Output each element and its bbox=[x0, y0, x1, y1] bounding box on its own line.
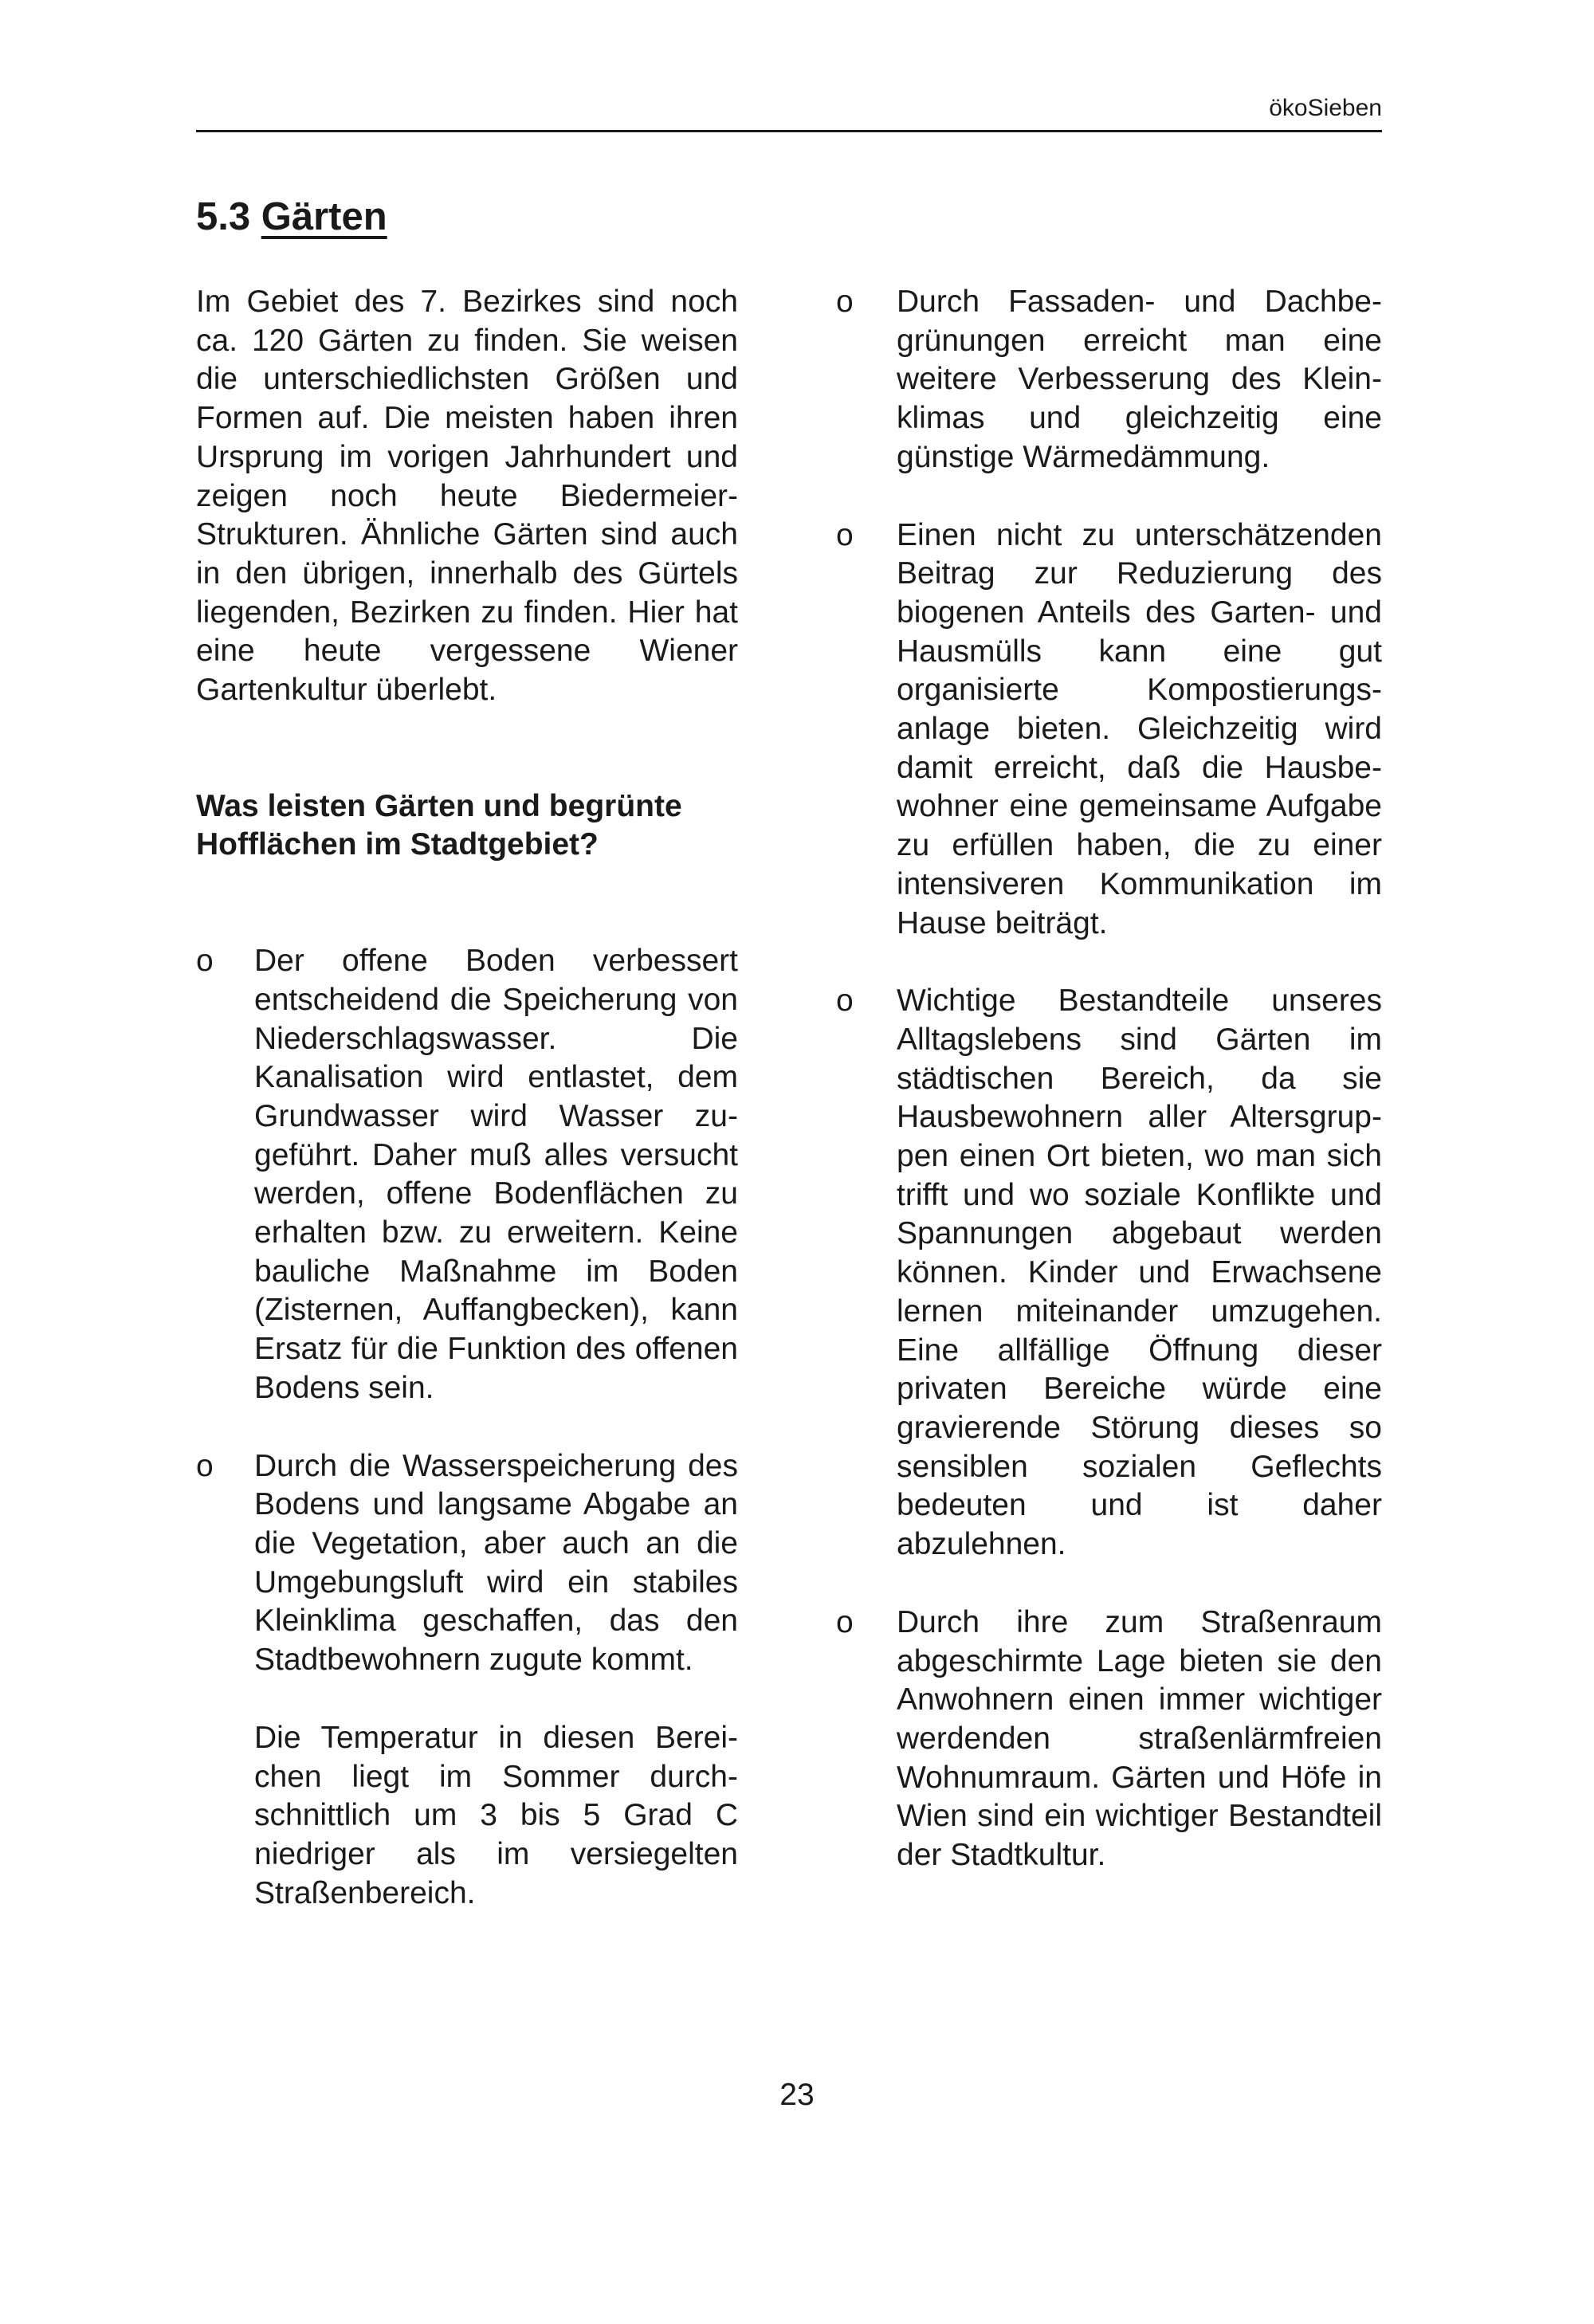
bullet-marker: o bbox=[836, 285, 854, 319]
page-number: 23 bbox=[779, 2078, 815, 2112]
list-item bbox=[836, 1604, 1382, 1875]
bullet-text: Durch ihre zum Straßenraum abgeschirmte Lage bieten sie den Anwohnern einen immer wichtiger werdenden straßenlärmfreien Wohnumraum. Gärten und Höfe in Wien sind ein wichtiger Bestandteil der Stadtkultur. bbox=[897, 1604, 1382, 1873]
bullet-marker: o bbox=[196, 944, 214, 979]
bullet-marker: o bbox=[836, 983, 854, 1019]
header-brand: ökoSieben bbox=[1269, 95, 1382, 121]
section-title bbox=[196, 194, 387, 240]
section-number: 5.3 bbox=[196, 195, 251, 238]
right-column bbox=[836, 283, 1382, 1914]
bullet-text: Einen nicht zu unterschätzenden Beitrag zur Reduzierung des biogenen Anteils des Garten- und Hausmülls kann eine gut organisierte Kompostierungsanlage bieten. Gleichzeitig wird damit erreicht, daß die Hausbewohner eine gemeinsame Aufgabe zu erfüllen haben, die zu einer intensiveren Kommunikation im Hause beiträgt. bbox=[897, 517, 1382, 940]
bullet-extra-paragraph: Die Temperatur in diesen Bereichen liegt im Sommer durchschnittlich um 3 bis 5 Grad C niedriger als im versiegelten Straßenbereich. bbox=[254, 1720, 738, 1910]
list-item bbox=[196, 1447, 738, 1914]
header-divider bbox=[196, 130, 1382, 132]
left-column bbox=[196, 283, 738, 1952]
bullet-text: Wichtige Bestandteile unseres Alltagslebens sind Gärten im städtischen Bereich, da sie Hausbewohnern aller Altersgruppen einen Ort bieten, wo man sich trifft und wo soziale Konflikte und Spannungen abgebaut werden können. Kinder und Erwachsene lernen miteinander umzugehen. Eine allfällige Öffnung dieser privaten Bereiche würde eine gravierende Störung dieses so sensiblen sozialen Geflechts bedeuten und ist daher abzulehnen. bbox=[897, 983, 1382, 1562]
bullet-text: Der offene Boden verbessert entscheidend die Speicherung von Niederschlagswasser. Die Kanalisation wird entlastet, dem Grundwasser wird Wasser zugeführt. Daher muß alles versucht werden, offene Bodenflächen zu erhalten bzw. zu erweitern. Keine bauliche Maßnahme im Boden (Zisternen, Auffangbecken), kann Ersatz für die Funktion des offenen Bodens sein. bbox=[254, 944, 738, 1405]
list-item bbox=[836, 982, 1382, 1564]
bullet-text: Durch die Wasserspeicherung des Bodens und langsame Abgabe an die Vegetation, aber auch an die Umgebungsluft wird ein stabiles Kleinklima geschaffen, das den Stadtbewohnern zugute kommt. bbox=[254, 1448, 738, 1678]
bullet-text: Durch Fassaden- und Dachbegrünungen erreicht man eine weitere Verbesserung des Kleinklimas und gleichzeitig eine günstige Wärmedämmung. bbox=[897, 285, 1382, 474]
section-title-text: Gärten bbox=[261, 195, 387, 238]
list-item bbox=[196, 942, 738, 1407]
bullet-marker: o bbox=[196, 1448, 214, 1483]
intro-paragraph: Im Gebiet des 7. Bezirkes sind noch ca. 120 Gärten zu finden. Sie weisen die unterschiedlichsten Größen und Formen auf. Die meisten haben ihren Ursprung im vorigen Jahrhundert und zeigen noch heute Biedermeier-Strukturen. Ähnliche Gärten sind auch in den übrigen, innerhalb des Gürtels liegenden, Bezirken zu finden. Hier hat eine heute vergessene Wiener Gartenkultur überlebt. bbox=[196, 285, 738, 708]
subheading: Was leisten Gärten und begrünte Hofflächen im Stadtgebiet? bbox=[196, 788, 682, 862]
bullet-marker: o bbox=[836, 1604, 854, 1639]
bullet-marker: o bbox=[836, 517, 854, 552]
list-item bbox=[836, 283, 1382, 477]
list-item bbox=[836, 516, 1382, 944]
